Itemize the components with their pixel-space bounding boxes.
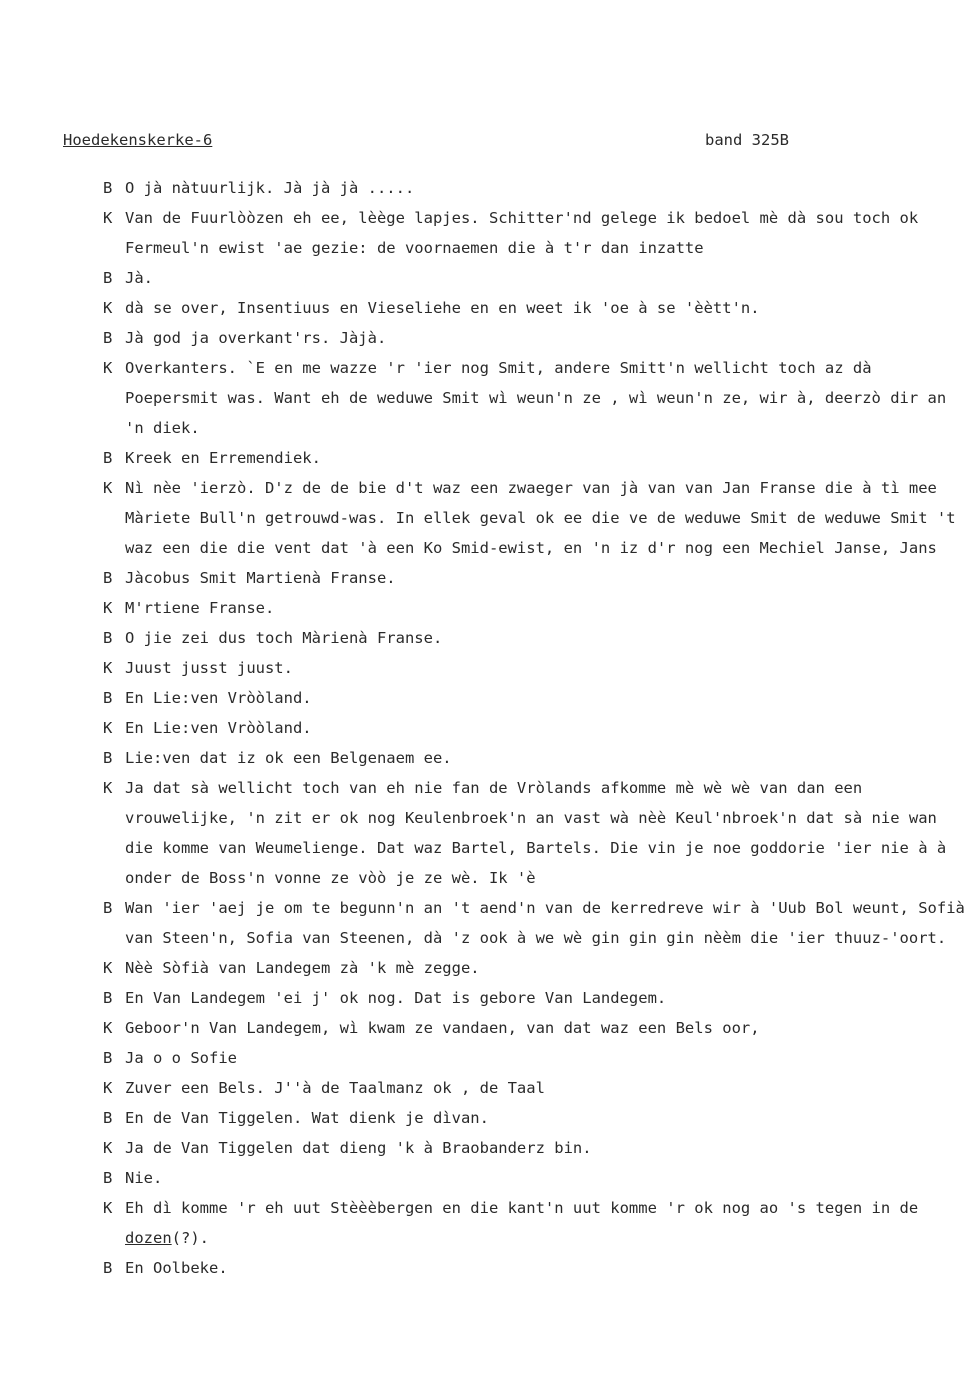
utterance-main: Zuver een Bels. J''à de Taalmanz ok , de Taal bbox=[125, 1079, 545, 1097]
utterance-main: Nie. bbox=[125, 1169, 163, 1187]
transcript-turn bbox=[103, 623, 971, 653]
utterance-text bbox=[125, 953, 971, 983]
utterance-text bbox=[125, 203, 971, 263]
speaker-label: B bbox=[103, 179, 113, 197]
speaker-label: K bbox=[103, 659, 113, 677]
speaker-label: K bbox=[103, 1079, 113, 1097]
speaker-label: K bbox=[103, 299, 113, 317]
utterance-text bbox=[125, 743, 971, 773]
utterance-main: O jà nàtuurlijk. Jà jà jà ..... bbox=[125, 179, 415, 197]
utterance-text bbox=[125, 1133, 971, 1163]
transcript-turn bbox=[103, 683, 971, 713]
speaker-label: B bbox=[103, 689, 113, 707]
transcript-turn bbox=[103, 893, 971, 953]
utterance-main: Geboor'n Van Landegem, wì kwam ze vandaen, van dat waz een Bels oor, bbox=[125, 1019, 760, 1037]
speaker-label: B bbox=[103, 329, 113, 347]
utterance-text bbox=[125, 443, 971, 473]
utterance-main: En Lie:ven Vròòland. bbox=[125, 689, 312, 707]
transcript-turn bbox=[103, 263, 971, 293]
transcript-turn bbox=[103, 743, 971, 773]
utterance-main: Kreek en Erremendiek. bbox=[125, 449, 321, 467]
transcript-turn bbox=[103, 293, 971, 323]
speaker-label: K bbox=[103, 1139, 113, 1157]
speaker-label: K bbox=[103, 779, 113, 797]
transcript-turn bbox=[103, 1043, 971, 1073]
speaker-label: B bbox=[103, 989, 113, 1007]
transcript-turn bbox=[103, 593, 971, 623]
utterance-text bbox=[125, 1013, 971, 1043]
transcript-turn bbox=[103, 563, 971, 593]
transcript-turn bbox=[103, 1103, 971, 1133]
utterance-main: Nèè Sòfià van Landegem zà 'k mè zegge. bbox=[125, 959, 480, 977]
utterance-text bbox=[125, 773, 971, 893]
utterance-main: Lie:ven dat iz ok een Belgenaem ee. bbox=[125, 749, 452, 767]
utterance-text bbox=[125, 323, 971, 353]
utterance-main: Wan 'ier 'aej je om te begunn'n an 't aend'n van de kerredreve wir à 'Uub Bol weunt, Sofià van Steen'n, Sofia van Steenen, dà 'z ook à we wè gin gin gin nèèm die 'ier thuuz-'oort. bbox=[125, 899, 965, 947]
speaker-label: B bbox=[103, 569, 113, 587]
utterance-text bbox=[125, 713, 971, 743]
utterance-main: Juust jusst juust. bbox=[125, 659, 293, 677]
utterance-text bbox=[125, 1103, 971, 1133]
transcript-turn bbox=[103, 1073, 971, 1103]
transcript-turn bbox=[103, 1193, 971, 1253]
utterance-text bbox=[125, 653, 971, 683]
transcript-turn bbox=[103, 713, 971, 743]
utterance-tail: (?). bbox=[171, 1229, 209, 1247]
utterance-text bbox=[125, 293, 971, 323]
speaker-label: B bbox=[103, 899, 113, 917]
underlined-word: dozen bbox=[125, 1229, 172, 1247]
speaker-label: K bbox=[103, 959, 113, 977]
speaker-label: B bbox=[103, 269, 113, 287]
utterance-main: Ja de Van Tiggelen dat dieng 'k à Braobanderz bin. bbox=[125, 1139, 592, 1157]
utterance-main: Ja o o Sofie bbox=[125, 1049, 237, 1067]
transcript-turn bbox=[103, 473, 971, 563]
transcript-turn bbox=[103, 1253, 971, 1283]
utterance-main: dà se over, Insentiuus en Vieseliehe en en weet ik 'oe à se 'èètt'n. bbox=[125, 299, 760, 317]
utterance-text bbox=[125, 683, 971, 713]
utterance-text bbox=[125, 1043, 971, 1073]
transcript-turn bbox=[103, 1133, 971, 1163]
utterance-main: Jà god ja overkant'rs. Jàjà. bbox=[125, 329, 387, 347]
utterance-text bbox=[125, 1163, 971, 1193]
speaker-label: K bbox=[103, 1019, 113, 1037]
utterance-main: En de Van Tiggelen. Wat dienk je dìvan. bbox=[125, 1109, 489, 1127]
utterance-main: Ja dat sà wellicht toch van eh nie fan de Vròlands afkomme mè wè wè van dan een vrouwelijke, 'n zit er ok nog Keulenbroek'n an vast wà nèè Keul'nbroek'n dat sà nie wan die komme van Weumelienge. Dat waz Bartel, Bartels. Die vin je noe goddorie 'ier nie à à onder de Boss'n vonne ze vòò je ze wè. Ik 'è bbox=[125, 779, 947, 887]
utterance-text bbox=[125, 173, 971, 203]
transcript-turn bbox=[103, 323, 971, 353]
speaker-label: B bbox=[103, 1259, 113, 1277]
speaker-label: B bbox=[103, 1049, 113, 1067]
speaker-label: K bbox=[103, 1199, 113, 1217]
utterance-text bbox=[125, 623, 971, 653]
utterance-main: En Lie:ven Vròòland. bbox=[125, 719, 312, 737]
utterance-text bbox=[125, 473, 971, 563]
speaker-label: K bbox=[103, 599, 113, 617]
transcript-turn bbox=[103, 1163, 971, 1193]
utterance-text bbox=[125, 353, 971, 443]
transcript-turn bbox=[103, 983, 971, 1013]
speaker-label: K bbox=[103, 719, 113, 737]
transcript-turn bbox=[103, 443, 971, 473]
speaker-label: B bbox=[103, 1169, 113, 1187]
transcript-turn bbox=[103, 773, 971, 893]
transcript-turn bbox=[103, 173, 971, 203]
utterance-text bbox=[125, 1073, 971, 1103]
utterance-text bbox=[125, 593, 971, 623]
utterance-text bbox=[125, 563, 971, 593]
document-title: Hoedekenskerke-6 bbox=[63, 131, 213, 149]
transcript bbox=[103, 173, 971, 1283]
utterance-main: Van de Fuurlòòzen eh ee, lèège lapjes. Schitter'nd gelege ik bedoel mè dà sou toch ok Fermeul'n ewist 'ae gezie: de voornaemen die à t'r dan inzatte bbox=[125, 209, 919, 257]
utterance-main: Jà. bbox=[125, 269, 153, 287]
speaker-label: K bbox=[103, 479, 113, 497]
utterance-main: En Oolbeke. bbox=[125, 1259, 228, 1277]
speaker-label: B bbox=[103, 629, 113, 647]
speaker-label: K bbox=[103, 209, 113, 227]
utterance-text bbox=[125, 263, 971, 293]
utterance-main: Jàcobus Smit Martienà Franse. bbox=[125, 569, 396, 587]
transcript-turn bbox=[103, 653, 971, 683]
utterance-main: O jie zei dus toch Màrienà Franse. bbox=[125, 629, 443, 647]
speaker-label: K bbox=[103, 359, 113, 377]
utterance-main: Eh dì komme 'r eh uut Stèèèbergen en die kant'n uut komme 'r ok nog ao 's tegen in de bbox=[125, 1199, 919, 1217]
utterance-text bbox=[125, 983, 971, 1013]
speaker-label: B bbox=[103, 749, 113, 767]
speaker-label: B bbox=[103, 1109, 113, 1127]
transcript-turn bbox=[103, 953, 971, 983]
utterance-text bbox=[125, 1253, 971, 1283]
utterance-main: Nì nèe 'ierzò. D'z de de bie d't waz een zwaeger van jà van van Jan Franse die à tì mee Màriete Bull'n getrouwd-was. In ellek geval ok ee die ve de weduwe Smit de weduwe Smit 't waz een die die vent dat 'à een Ko Smid-ewist, en 'n iz d'r nog een Mechiel Janse, Jans bbox=[125, 479, 956, 557]
tape-band-label: band 325B bbox=[705, 131, 789, 149]
transcript-turn bbox=[103, 203, 971, 263]
utterance-main: M'rtiene Franse. bbox=[125, 599, 275, 617]
utterance-text bbox=[125, 1193, 971, 1253]
speaker-label: B bbox=[103, 449, 113, 467]
utterance-text bbox=[125, 893, 971, 953]
transcript-turn bbox=[103, 353, 971, 443]
utterance-main: Overkanters. `E en me wazze 'r 'ier nog Smit, andere Smitt'n wellicht toch az dà Poepersmit was. Want eh de weduwe Smit wì weun'n ze , wì weun'n ze, wir à, deerzò dir an 'n diek. bbox=[125, 359, 947, 437]
transcript-turn bbox=[103, 1013, 971, 1043]
utterance-main: En Van Landegem 'ei j' ok nog. Dat is gebore Van Landegem. bbox=[125, 989, 667, 1007]
